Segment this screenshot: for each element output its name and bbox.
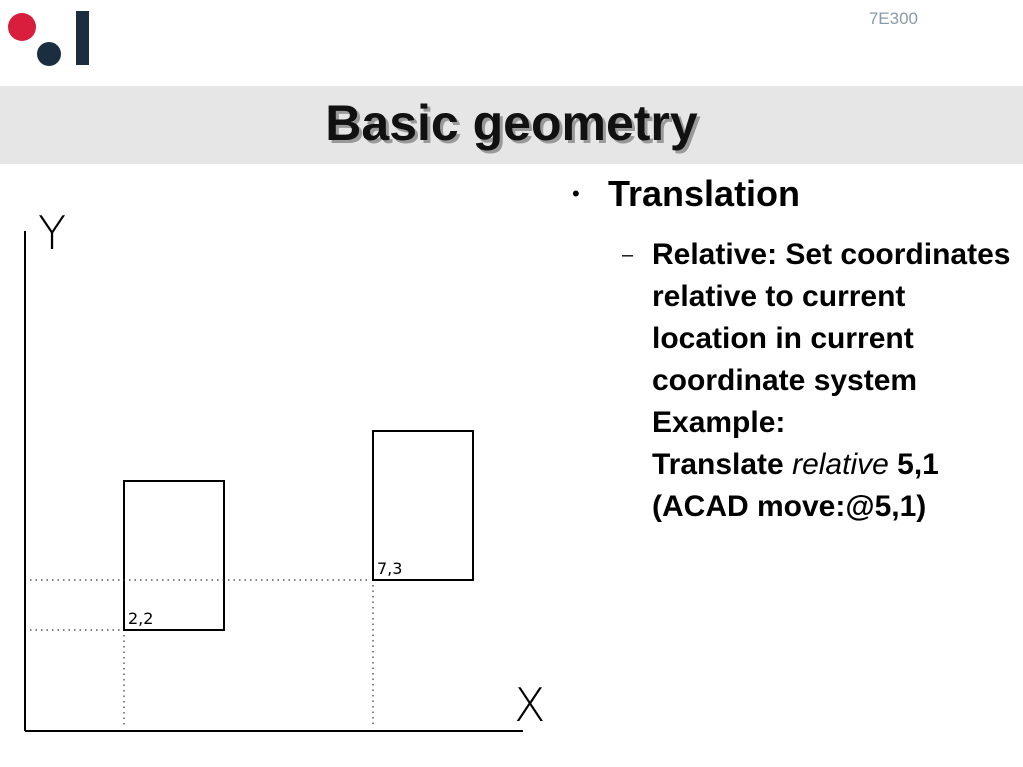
bullet-dot: • (572, 181, 580, 206)
translate-word: Translate (652, 448, 784, 481)
page-title: Basic geometry (325, 95, 698, 151)
sub-bullet-text (652, 234, 1012, 528)
sub-bullet-relative (622, 234, 1012, 528)
acad-command: (ACAD move:@5,1) (652, 490, 927, 523)
relative-word: relative (792, 448, 889, 481)
x-axis-label: X (514, 678, 546, 732)
bullet-translation (572, 172, 1012, 216)
bullet-list (572, 172, 1012, 528)
bullet-translation-text: Translation (608, 173, 801, 214)
sub-bullet-dash: – (622, 244, 634, 266)
logo-red-dot (8, 13, 36, 41)
coordinate-diagram (0, 165, 560, 765)
company-logo (0, 0, 110, 80)
rect2-coord-label: 7,3 (377, 559, 403, 578)
logo-bar (76, 11, 89, 65)
relative-description: Relative: Set coordinates relative to current location in current coordinate system (652, 238, 1011, 397)
rect1-coord-label: 2,2 (128, 609, 154, 628)
rectangle-at-7-3 (373, 431, 473, 580)
translate-value: 5,1 (897, 448, 939, 481)
example-label: Example: (652, 406, 786, 439)
y-axis-label: Y (38, 206, 67, 260)
slide-code: 7E300 (868, 9, 918, 28)
logo-navy-dot (37, 42, 61, 66)
rectangle-at-2-2 (124, 481, 224, 630)
